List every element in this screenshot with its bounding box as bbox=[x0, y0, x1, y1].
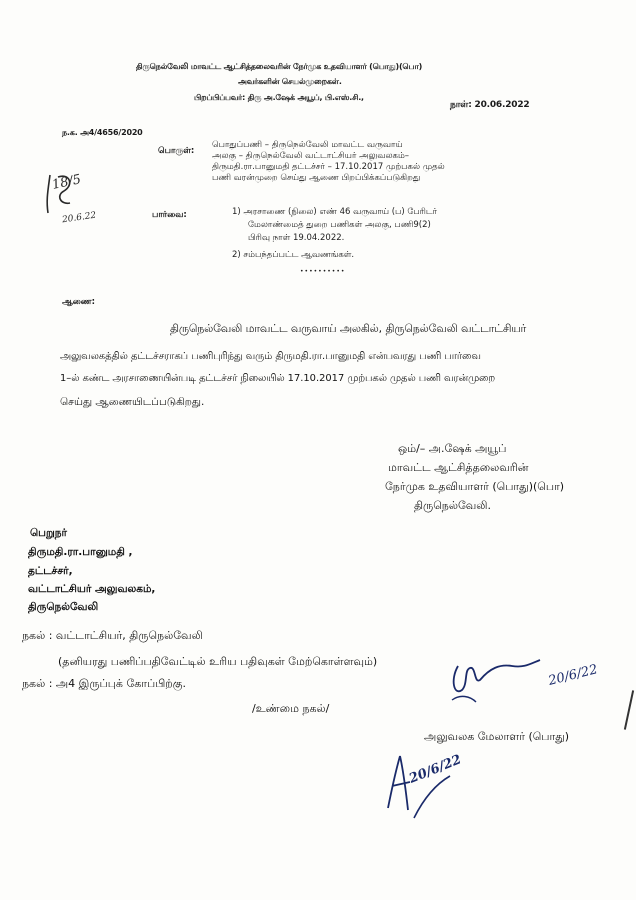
recipient-place: திருநெல்வேலி bbox=[28, 601, 99, 613]
signature-line-2: மாவட்ட ஆட்சித்தலைவரின் bbox=[388, 461, 529, 474]
signature-line-4: திருநெல்வேலி. bbox=[414, 499, 491, 512]
copy-2: நகல் : அ4 இருப்புக் கோப்பிற்கு. bbox=[22, 677, 186, 690]
order-line-2: அலுவலகத்தில் தட்டச்சராகப் பணிபுரிந்து வரும் திருமதி.ரா.பானுமதி என்பவரது பணி பார்வை bbox=[60, 351, 481, 362]
officer-signature-icon bbox=[440, 650, 550, 710]
header-line-2: அவர்களின் செயல்முறைகள். bbox=[238, 77, 342, 86]
copy-1: நகல் : வட்டாட்சியர், திருநெல்வேலி bbox=[22, 629, 203, 642]
reference-label: பார்வை: bbox=[152, 210, 187, 220]
recipient-to: பெறுநர் bbox=[30, 527, 67, 539]
header-date: நாள்: 20.06.2022 bbox=[450, 100, 530, 110]
office-manager-title: அலுவலக மேலாளர் (பொது) bbox=[424, 730, 570, 743]
subject-line-2: அலகு – திருநெல்வேலி வட்டாட்சியர் அலுவலகம்– bbox=[212, 151, 410, 161]
reference-number: ந.க. அ4/4656/2020 bbox=[62, 128, 143, 137]
recipient-name: திருமதி.ரா.பானுமதி , bbox=[28, 546, 133, 558]
margin-note: 18/5 bbox=[50, 172, 83, 193]
reference-item-1-line-3: பிரிவு நாள் 19.04.2022. bbox=[248, 233, 345, 243]
order-line-1: திருநெல்வேலி மாவட்ட வருவாய் அலகில், திருநெல்வேலி வட்டாட்சியர் bbox=[170, 322, 527, 335]
true-copy-label: /உண்மை நகல்/ bbox=[252, 702, 330, 715]
reference-item-1-line-1: 1) அரசாணை (நிலை) எண் 46 வருவாய் (ப) பேரிடர் bbox=[232, 207, 438, 217]
order-line-4: செய்து ஆணையிடப்படுகிறது. bbox=[60, 396, 205, 408]
initials-date: 20/6/22 bbox=[407, 752, 464, 787]
reference-item-1-line-2: மேலாண்மைத் துறை பணிகள் அலகு, பணி9(2) bbox=[248, 220, 431, 230]
signature-line-3: நேர்முக உதவியாளர் (பொது)(பொ) bbox=[385, 480, 565, 493]
recipient-post: தட்டச்சர், bbox=[28, 565, 73, 577]
copy-1-note: (தனியரது பணிப்பதிவேட்டில் உரிய பதிவுகள் மேற்கொள்ளவும்) bbox=[58, 655, 378, 668]
scan-edge-mark bbox=[624, 690, 634, 730]
margin-date: 20.6.22 bbox=[61, 210, 97, 226]
subject-line-4: பணி வரன்முறை செய்து ஆணை பிறப்பிக்கப்படுகிறது bbox=[212, 173, 421, 183]
header-line-3: பிறப்பிப்பவர்: திரு அ.ஷேக் அயூப், பி.எஸ்.சி., bbox=[194, 93, 364, 102]
subject-label: பொருள்: bbox=[158, 146, 195, 156]
reference-item-2: 2) சம்பந்தப்பட்ட ஆவணங்கள். bbox=[232, 250, 355, 260]
order-line-3: 1–ல் கண்ட அரசாணையின்படி தட்டச்சர் நிலையில் 17.10.2017 முற்பகல் முதல் பணி வரன்முறை bbox=[60, 373, 496, 384]
order-label: ஆணை: bbox=[62, 297, 96, 307]
subject-line-1: பொதுப்பணி – திருநெல்வேலி மாவட்ட வருவாய் bbox=[212, 140, 403, 150]
separator: •••••••••• bbox=[300, 268, 346, 275]
header-line-1: திருநெல்வேலி மாவட்ட ஆட்சித்தலைவரின் நேர்முக உதவியாளர் (பொது)(பொ) bbox=[136, 62, 423, 71]
signature-line-1: ஒம்/– அ.ஷேக் அயூப் bbox=[398, 442, 507, 455]
officer-signature-date: 20/6/22 bbox=[546, 662, 600, 689]
subject-line-3: திருமதி.ரா.பானுமதி தட்டச்சர் – 17.10.2017 முற்பகல் முதல் bbox=[212, 162, 445, 172]
recipient-office: வட்டாட்சியர் அலுவலகம், bbox=[28, 583, 156, 595]
